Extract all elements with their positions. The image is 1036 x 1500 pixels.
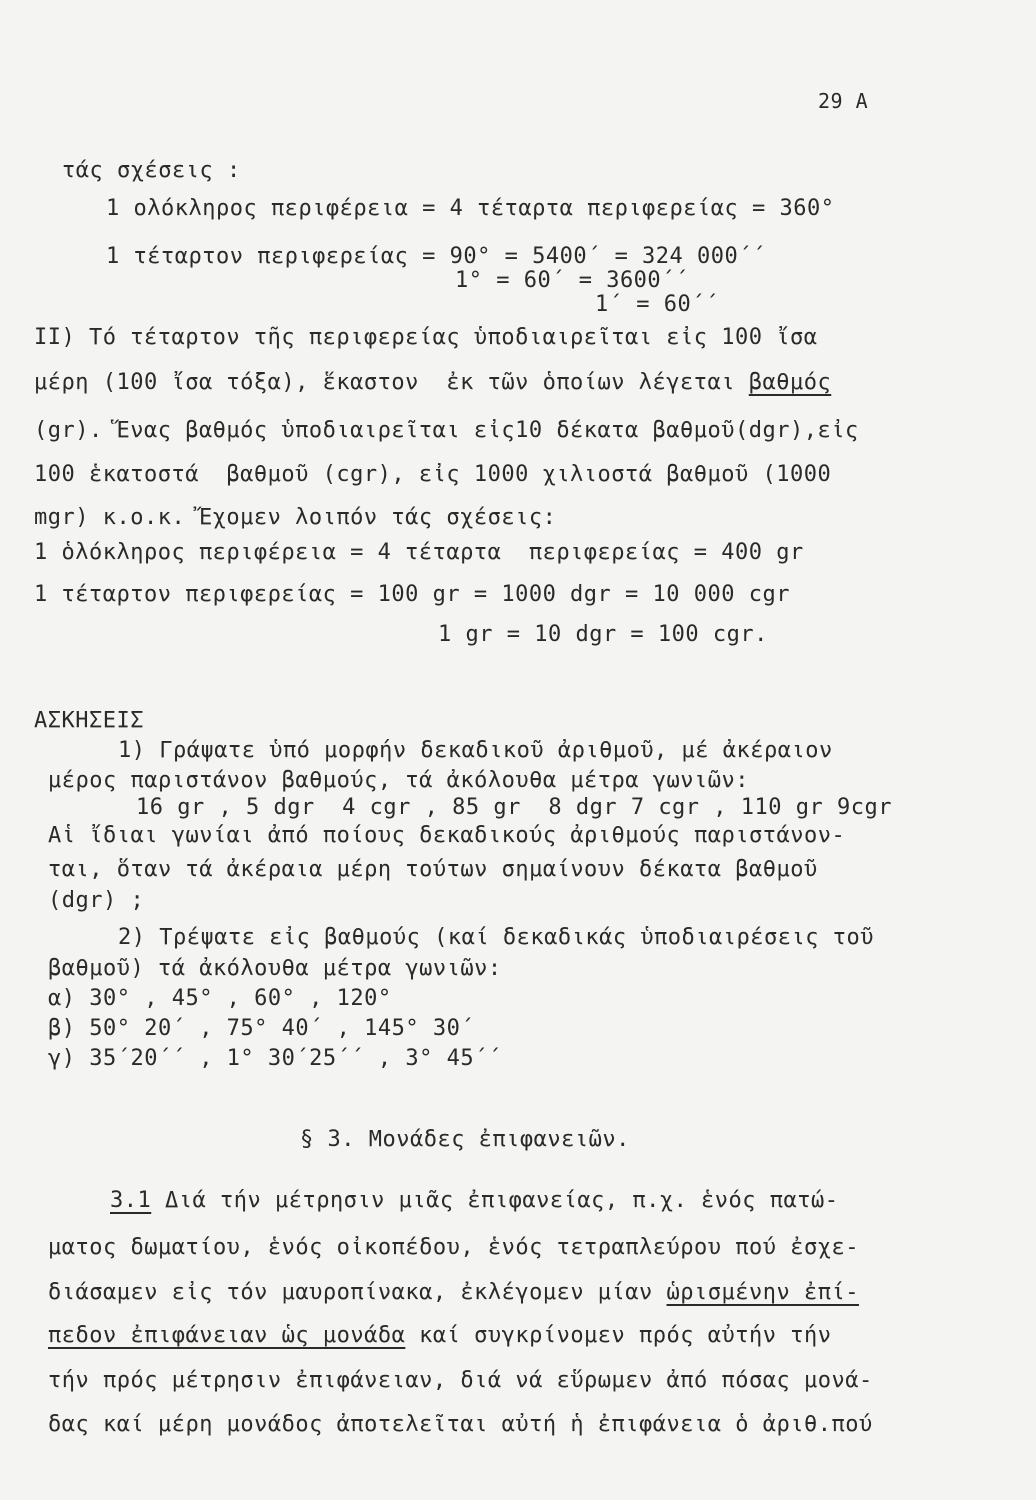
section-3-line: ματος δωματίου, ἑνός οἰκοπέδου, ἑνός τετραπλεύρου πού ἐσχε- (48, 1235, 859, 1260)
section-ii-text: μέρη (100 ἴσα τόξα), ἕκαστον ἐκ τῶν ὁποίων λέγεται (34, 370, 749, 395)
grade-relation: 1 gr = 10 dgr = 100 cgr. (438, 622, 768, 647)
section-3-line (48, 1323, 831, 1349)
exercise-line: ται, ὅταν τά ἀκέραια μέρη τούτων σημαίνουν δέκατα βαθμοῦ (48, 857, 818, 882)
relation-line: 1΄ = 60΄΄ (595, 292, 719, 317)
section-ii-line: mgr) κ.ο.κ. Ἔχομεν λοιπόν τάς σχέσεις: (34, 505, 557, 530)
section-ii-line: II) Τό τέταρτον τῆς περιφερείας ὑποδιαιρεῖται εἰς 100 ἴσα (34, 325, 818, 350)
underlined-phrase: πεδον ἐπιφάνειαν ὡς μονάδα (48, 1323, 406, 1348)
exercise-line: βαθμοῦ) τά ἀκόλουθα μέτρα γωνιῶν: (48, 956, 502, 981)
section-number: 3.1 (110, 1188, 152, 1213)
section-3-text: Διά τήν μέτρησιν μιᾶς ἐπιφανείας, π.χ. ἑνός πατώ- (165, 1188, 839, 1213)
section-ii-line (34, 370, 831, 396)
section-3-line: τήν πρός μέτρησιν ἐπιφάνειαν, διά νά εὕρωμεν ἀπό πόσας μονά- (48, 1368, 873, 1393)
relation-line: 1 ολόκληρος περιφέρεια = 4 τέταρτα περιφερείας = 360° (106, 196, 835, 221)
exercise-line: 1) Γράψατε ὑπό μορφήν δεκαδικοῦ ἀριθμοῦ, μέ ἀκέραιον (118, 738, 833, 763)
grade-relation: 1 τέταρτον περιφερείας = 100 gr = 1000 dgr = 10 000 cgr (34, 582, 790, 607)
relation-line: 1° = 60΄ = 3600΄΄ (455, 268, 689, 293)
exercise-line: β) 50° 20΄ , 75° 40΄ , 145° 30΄ (48, 1016, 475, 1041)
underlined-term: βαθμός (748, 370, 832, 395)
relation-line: 1 τέταρτον περιφερείας = 90° = 5400΄ = 324 000΄΄ (106, 244, 766, 269)
exercise-line: (dgr) ; (48, 888, 145, 913)
section-3-line: δας καί μέρη μονάδος ἀποτελεῖται αὐτή ἡ ἐπιφάνεια ὁ ἀριθ.πού (48, 1412, 873, 1437)
section-ii-line: 100 ἑκατοστά βαθμοῦ (cgr), εἰς 1000 χιλιοστά βαθμοῦ (1000 (34, 462, 832, 487)
section-ii-line: (gr). Ἕνας βαθμός ὑποδιαιρεῖται εἰς10 δέκατα βαθμοῦ(dgr),εἰς (34, 418, 859, 443)
exercise-line: γ) 35΄20΄΄ , 1° 30΄25΄΄ , 3° 45΄΄ (48, 1046, 502, 1071)
intro-text: τάς σχέσεις : (62, 158, 241, 183)
underlined-phrase: ὡρισμένην ἐπί- (666, 1280, 859, 1305)
grade-relation: 1 ὁλόκληρος περιφέρεια = 4 τέταρτα περιφερείας = 400 gr (34, 540, 804, 565)
section-3-heading: § 3. Μονάδες ἐπιφανειῶν. (300, 1127, 630, 1152)
section-3-line (48, 1280, 859, 1306)
section-3-line (110, 1188, 839, 1214)
section-3-text: διάσαμεν εἰς τόν μαυροπίνακα, ἐκλέγομεν μίαν (48, 1280, 667, 1305)
exercise-line: μέρος παριστάνον βαθμούς, τά ἀκόλουθα μέτρα γωνιῶν: (48, 768, 750, 793)
exercise-line: Αἱ ἴδιαι γωνίαι ἀπό ποίους δεκαδικούς ἀριθμούς παριστάνον- (48, 823, 846, 848)
page-number: 29 Α (818, 89, 869, 113)
exercise-line: 16 gr , 5 dgr 4 cgr , 85 gr 8 dgr 7 cgr , 110 gr 9cgr (136, 795, 892, 820)
exercise-line: 2) Τρέψατε εἰς βαθμούς (καί δεκαδικάς ὑποδιαιρέσεις τοῦ (118, 925, 874, 950)
exercises-heading: ΑΣΚΗΣΕΙΣ (34, 708, 144, 733)
exercise-line: α) 30° , 45° , 60° , 120° (48, 986, 392, 1011)
section-3-text: καί συγκρίνομεν πρός αὐτήν τήν (405, 1323, 832, 1348)
